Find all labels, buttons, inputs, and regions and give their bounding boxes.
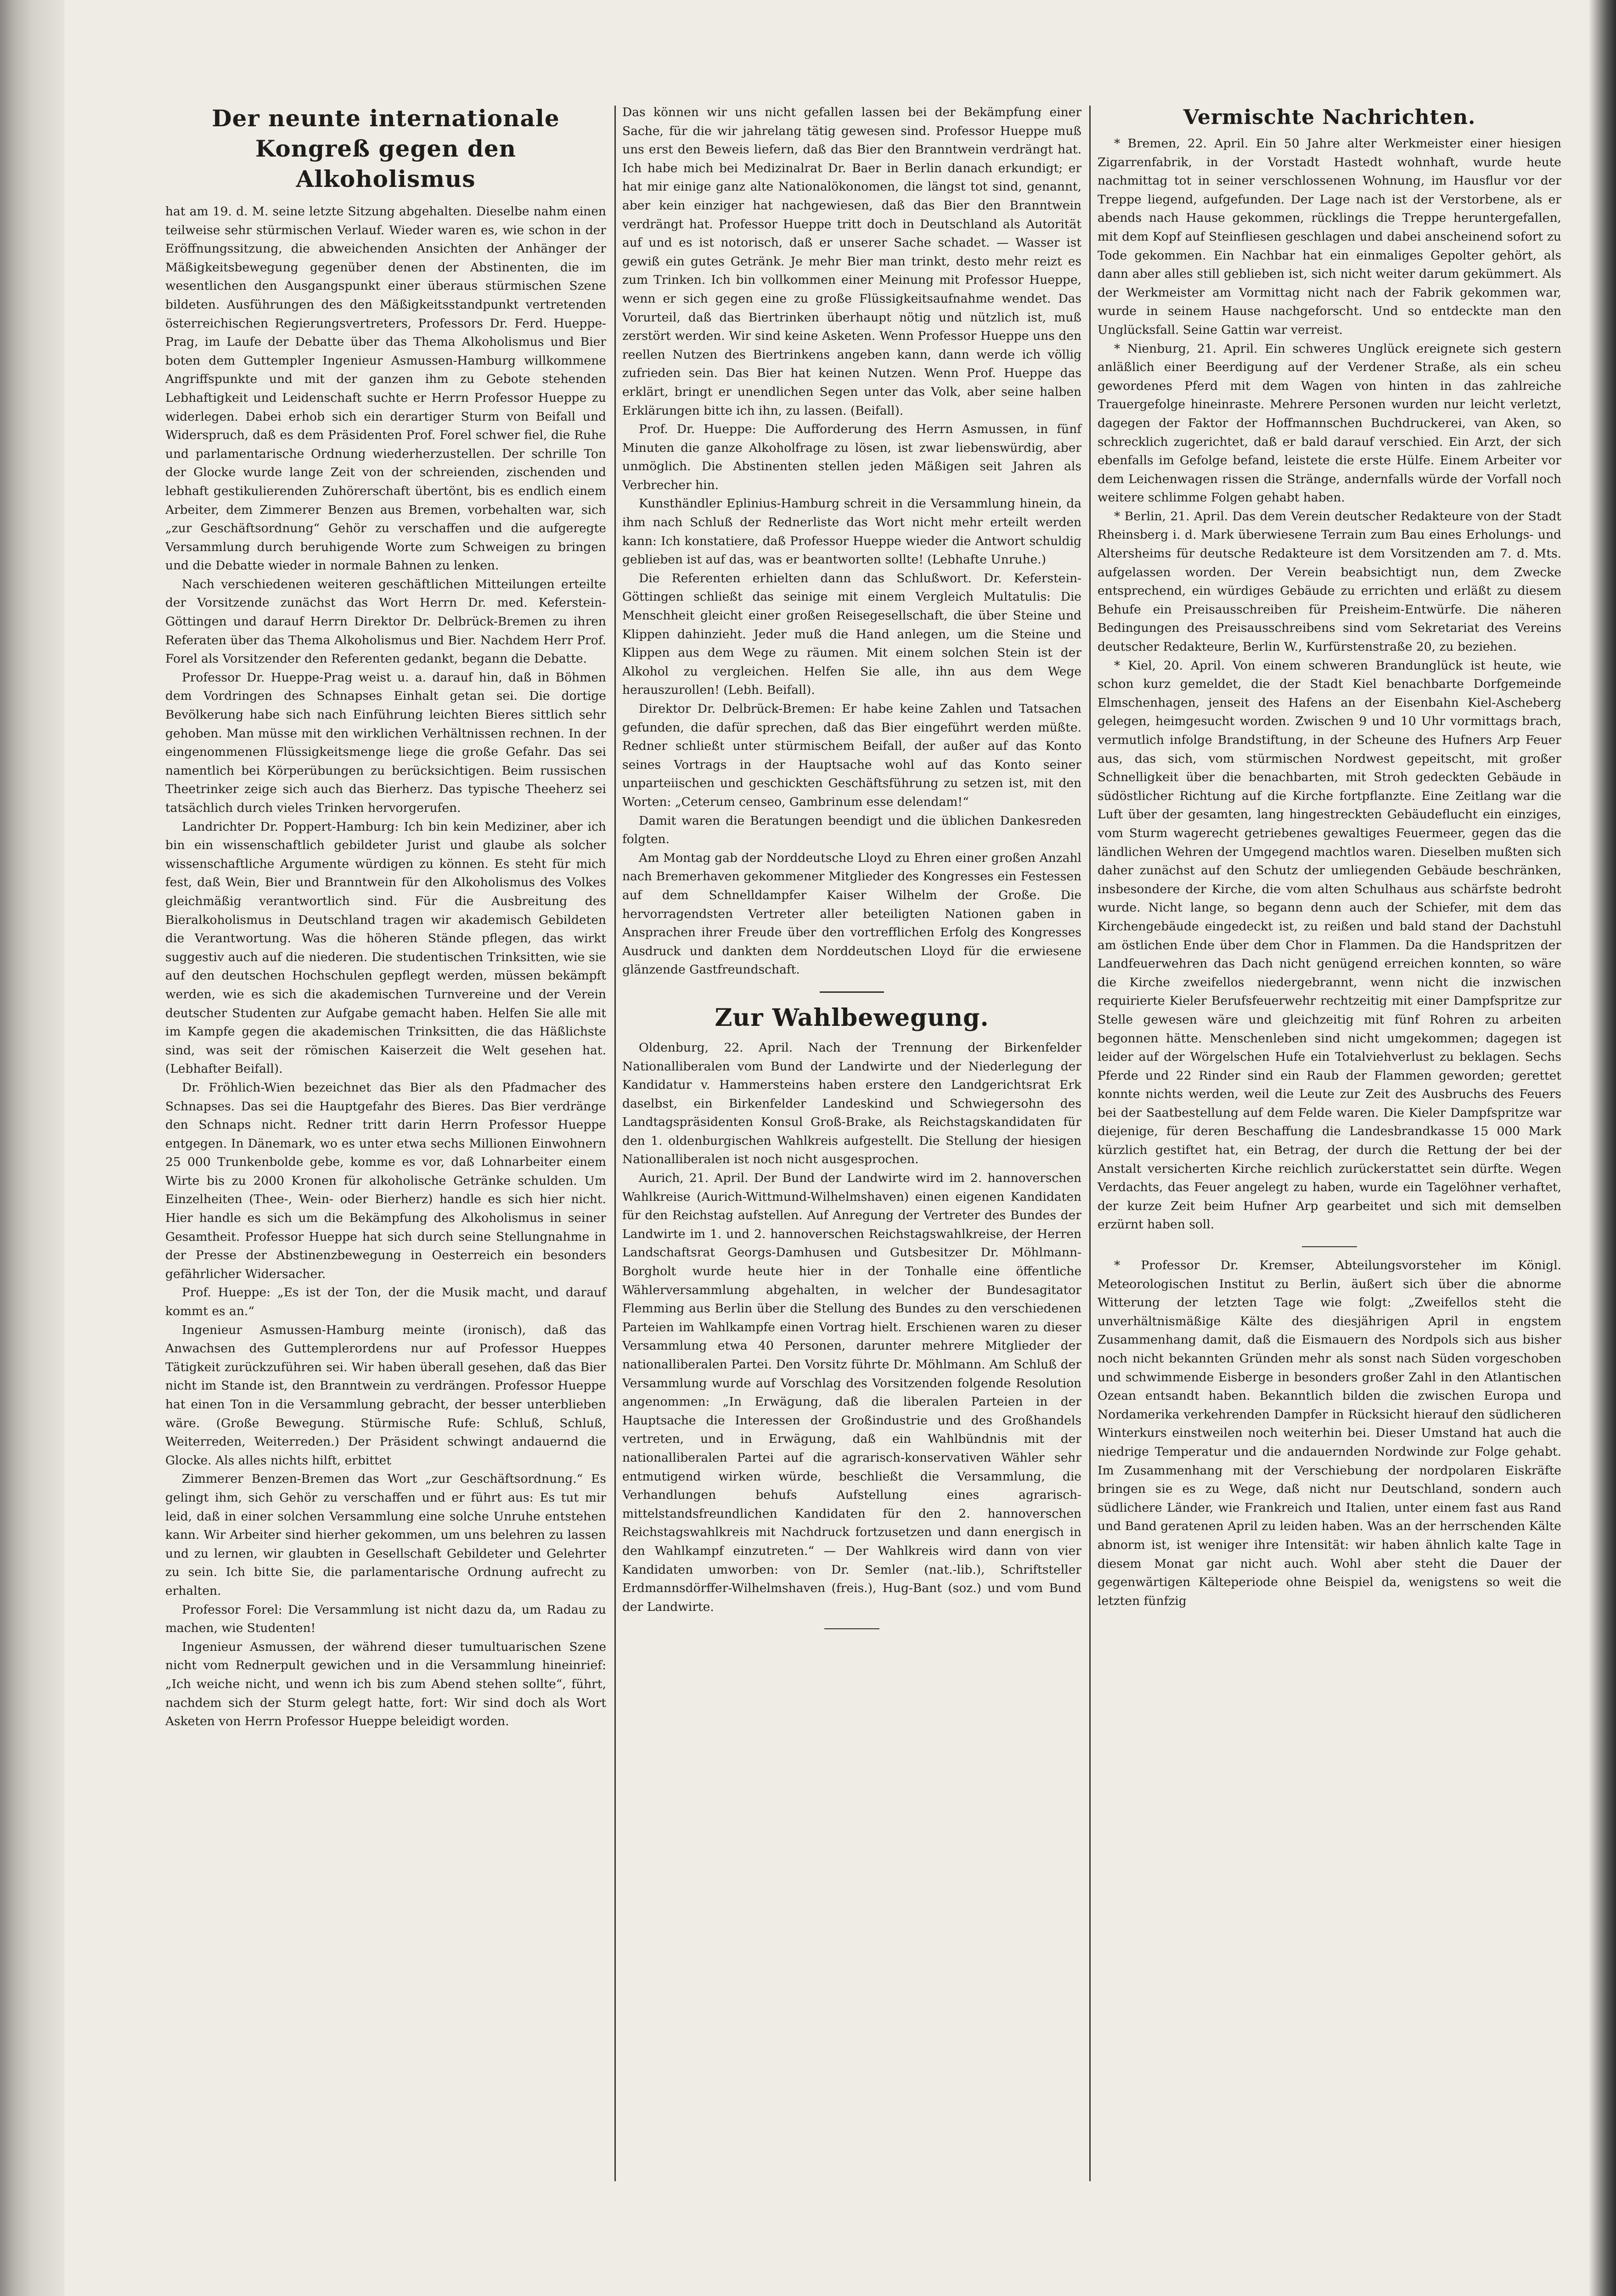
article-paragraph: Zimmerer Benzen-Bremen das Wort „zur Geschäftsordnung.“ Es gelingt ihm, sich Gehör zu verschaffen und er führt aus: Es tut mir leid, daß in einer solchen Versammlung eine solche Unruhe entstehen kann. Wir Arbeiter sind hierher gekommen, um uns belehren zu lassen und zu lernen, wir glaubten in Gesellschaft Gebildeter und Gelehrter zu sein. Ich bitte Sie, die parlamentarische Ordnung aufrecht zu erhalten.: [165, 1472, 606, 1598]
column-1: [165, 103, 606, 1731]
news-item: * Bremen, 22. April. Ein 50 Jahre alter Werkmeister einer hiesigen Zigarrenfabrik, in der Vorstadt Hastedt wohnhaft, wurde heute nachmittag tot in seiner verschlossenen Wohnung, im Hausflur vor der Treppe liegend, aufgefunden. Der Lage nach ist der Verstorbene, als er abends nach Hause gekommen, rücklings die Treppe heruntergefallen, mit dem Kopf auf Steinfliesen geschlagen und dabei anscheinend sofort zu Tode gekommen. Ein Nachbar hat ein einmaliges Gepolter gehört, als dann aber alles still geblieben ist, sich nicht weiter darum gekümmert. Als der Werkmeister am Vormittag nicht nach der Fabrik gekommen war, wurde in seinem Hause nachgeforscht. Und so entdeckte man den Unglücksfall. Seine Gattin war verreist.: [1098, 136, 1561, 337]
article-headline: Der neunte internationale Kongreß gegen den Alkoholismus: [212, 105, 560, 192]
section-divider: [820, 991, 884, 993]
section-headline: Vermischte Nachrichten.: [1183, 106, 1476, 129]
section-headline: Zur Wahlbewegung.: [715, 1003, 989, 1032]
page-binding-shadow: [0, 0, 64, 2296]
article-paragraph: Direktor Dr. Delbrück-Bremen: Er habe keine Zahlen und Tatsachen gefunden, die dafür sprechen, daß das Bier eingeführt werden müßte. Redner schließt unter stürmischem Beifall, der außer auf das Konto seines Vortrags in der Hauptsache wohl auf das Konto seiner unparteiischen und geschickten Geschäftsführung zu setzen ist, mit den Worten: „Ceterum censeo, Gambrinum esse delendam!“: [622, 702, 1081, 809]
article-paragraph: Prof. Dr. Hueppe: Die Aufforderung des Herrn Asmussen, in fünf Minuten die ganze Alkoholfrage zu lösen, ist zwar liebenswürdig, aber unmöglich. Die Abstinenten stellen jeden Mäßigen seit Jahren als Verbrecher hin.: [622, 422, 1081, 492]
article-paragraph: Die Referenten erhielten dann das Schlußwort. Dr. Keferstein-Göttingen schließt das seinige mit einem Vergleich Multatulis: Die Menschheit gleicht einer großen Reisegesellschaft, die über Steine und Klippen dahinzieht. Jeder muß die Hand anlegen, um die Steine und Klippen aus dem Wege zu räumen. Mit einem solchen Stein ist der Alkohol zu vergleichen. Helfen Sie alle, ihn aus dem Wege herauszurollen! (Lebh. Beifall).: [622, 571, 1081, 698]
news-item: * Professor Dr. Kremser, Abteilungsvorsteher im Königl. Meteorologischen Institut zu Berlin, äußert sich über die abnorme Witterung der letzten Tage wie folgt: „Zweifellos steht die unverhältnismäßige Kälte des diesjährigen April in engstem Zusammenhang damit, daß die Eismauern des Nordpols sich aus bisher noch nicht bekannten Gründen mehr als sonst nach Süden vorgeschoben und schwimmende Eisberge in besonders großer Zahl in den Atlantischen Ozean entsandt haben. Bekanntlich bilden die zwischen Europa und Nordamerika verkehrenden Dampfer in Rücksicht hierauf den südlicheren Winterkurs einstweilen noch weiterhin bei. Dieser Umstand hat auch die niedrige Temperatur und die andauernden Nordwinde zur Folge gehabt. Im Zusammenhang mit der Verschiebung der nordpolaren Eiskräfte bringen sie es zu Wege, daß nicht nur Deutschland, sondern auch südlichere Länder, wie Frankreich und Italien, unter einem fast aus Rand und Band geratenen April zu leiden haben. Was an der herrschenden Kälte abnorm ist, ist weniger ihre Intensität: wir haben ähnlich kalte Tage in diesem Monat gar nicht auch. Wohl aber steht die Dauer der gegenwärtigen Kälteperiode ohne Beispiel da, wenigstens so weit die letzten fünfzig: [1098, 1258, 1561, 1608]
article-paragraph: Professor Dr. Hueppe-Prag weist u. a. darauf hin, daß in Böhmen dem Vordringen des Schnapses Einhalt getan sei. Die dortige Bevölkerung habe sich nach Einführung leichten Bieres sittlich sehr gehoben. Man müsse mit den wirklichen Verhältnissen rechnen. In der eingenommenen Flüssigkeitsmenge liege die große Gefahr. Das sei namentlich bei Körperübungen zu berücksichtigen. Beim russischen Theetrinker zeige sich auch das Bierherz. Das typische Theeherz sei tatsächlich durch vieles Trinken hervorgerufen.: [165, 670, 606, 815]
section-divider: [1302, 1246, 1357, 1247]
article-paragraph: Kunsthändler Eplinius-Hamburg schreit in die Versammlung hinein, da ihm nach Schluß der Rednerliste das Wort nicht mehr erteilt werden kann: Ich konstatiere, daß Professor Hueppe wieder die Antwort schuldig geblieben ist auf das, was er beantworten sollte! (Lebhafte Unruhe.): [622, 496, 1081, 567]
news-item: * Nienburg, 21. April. Ein schweres Unglück ereignete sich gestern anläßlich einer Beerdigung auf der Verdener Straße, als ein scheu gewordenes Pferd mit dem Wagen von hinten in das zahlreiche Trauergefolge hineinraste. Mehrere Personen wurden nur leicht verletzt, dagegen der Faktor der Hoffmannschen Buchdruckerei, van Aken, so schrecklich zugerichtet, daß er bald darauf verschied. Ein Arzt, der sich ebenfalls im Gefolge befand, leistete die erste Hülfe. Einem Arbeiter vor dem Leichenwagen rissen die Stränge, andernfalls würde der Vorfall noch weitere schlimme Folgen gehabt haben.: [1098, 341, 1561, 505]
section-divider: [824, 1628, 879, 1629]
column-divider: [1089, 106, 1091, 2181]
article-paragraph: Landrichter Dr. Poppert-Hamburg: Ich bin kein Mediziner, aber ich bin ein wissenschaftlich gebildeter Jurist und glaube als solcher wissenschaftliche Argumente würdigen zu können. Es steht für mich fest, daß Wein, Bier und Branntwein für den Alkoholismus des Volkes gleichmäßig verantwortlich sind. Für die Ausbreitung des Bieralkoholismus in Deutschland tragen wir akademisch Gebildeten die Verantwortung. Was die höheren Stände pflegen, das wirkt suggestiv auch auf die niederen. Die studentischen Trinksitten, wie sie auf den deutschen Hochschulen gepflegt werden, müssen bekämpft werden, wie es sich die akademischen Turnvereine und der Verein deutscher Studenten zur Aufgabe gemacht haben. Helfen Sie alle mit im Kampfe gegen die akademischen Trinksitten, die das Häßlichste sind, was seit der römischen Kaiserzeit die Welt gesehen hat. (Lebhafter Beifall).: [165, 819, 606, 1076]
article-paragraph: hat am 19. d. M. seine letzte Sitzung abgehalten. Dieselbe nahm einen teilweise sehr stürmischen Verlauf. Wieder waren es, wie schon in der Eröffnungssitzung, die abweichenden Ansichten der Anhänger der Mäßigkeitsbewegung gegenüber denen der Abstinenten, die im wesentlichen den Ausgangspunkt einer überaus stürmischen Szene bildeten. Ausführungen des den Mäßigkeitsstandpunkt vertretenden österreichischen Regierungsvertreters, Professors Dr. Ferd. Hueppe-Prag, im Laufe der Debatte über das Thema Alkoholismus und Bier boten dem Guttempler Ingenieur Asmussen-Hamburg willkommene Angriffspunkte und mit der ganzen ihm zu Gebote stehenden Lebhaftigkeit und Leidenschaft suchte er Herrn Professor Hueppe zu widerlegen. Dabei erhob sich ein derartiger Sturm von Beifall und Widerspruch, daß es dem Präsidenten Prof. Forel schwer fiel, die Ruhe und parlamentarische Ordnung wiederherzustellen. Der schrille Ton der Glocke wurde lange Zeit von der schreienden, zischenden und lebhaft gestikulierenden Zuhörerschaft übertönt, bis es endlich einem Arbeiter, dem Zimmerer Benzen aus Bremen, vorbehalten war, sich „zur Geschäftsordnung“ Gehör zu verschaffen und die aufgeregte Versammlung durch beruhigende Worte zum Schweigen zu bringen und die Debatte wieder in normale Bahnen zu lenken.: [165, 204, 606, 573]
news-item: * Kiel, 20. April. Von einem schweren Brandunglück ist heute, wie schon kurz gemeldet, die der Stadt Kiel benachbarte Dorfgemeinde Elmschenhagen, jenseit des Hafens an der Eisenbahn Kiel-Ascheberg gelegen, heimgesucht worden. Zwischen 9 und 10 Uhr vormittags brach, vermutlich infolge Brandstiftung, in der Scheune des Hufners Arp Feuer aus, das sich, vom stürmischen Nordwest gepeitscht, mit großer Schnelligkeit über die benachbarten, mit Stroh gedeckten Gebäude in südöstlicher Richtung auf die Kirche fortpflanzte. Eine Zeitlang war die Luft über der gesamten, lang hingestreckten Gebäudeflucht ein einziges, vom Sturm wagerecht getriebenes gewaltiges Feuermeer, gegen das die ländlichen Wehren der Umgegend machtlos waren. Dieselben mußten sich daher zunächst auf den Schutz der umliegenden Gebäude beschränken, insbesondere der Kirche, die vom alten Schulhaus aus schärfste bedroht wurde. Nicht lange, so begann denn auch der Schiefer, mit dem das Kirchengebäude eingedeckt ist, zu reißen und bald stand der Dachstuhl am östlichen Ende über dem Chor in Flammen. Da die Handspritzen der Landfeuerwehren das Dach nicht genügend erreichen konnten, so wäre die Kirche zweifellos niedergebrannt, wenn nicht die inzwischen requirierte Kieler Berufsfeuerwehr rechtzeitig mit einer Dampfspritze zur Stelle gewesen wäre und gleichzeitig mit fünf Rohren zu arbeiten begonnen hätte. Menschenleben sind nicht umgekommen; dagegen ist leider auf der Wörgelschen Hufe ein Totalviehverlust zu beklagen. Sechs Pferde und 22 Rinder sind ein Raub der Flammen geworden; gerettet konnte nichts werden, weil die Leute zur Zeit des Ausbruchs des Feuers bei der Saatbestellung auf dem Felde waren. Die Kieler Dampfspritze war diejenige, für deren Beschaffung die Landesbrandkasse 15 000 Mark kürzlich gestiftet hat, ein Betrag, der durch die Rettung der bei der Anstalt versicherten Kirche reichlich zurückerstattet sein dürfte. Wegen Verdachts, das Feuer angelegt zu haben, wurde ein Tagelöhner verhaftet, der kurze Zeit beim Hufner Arp gearbeitet und sich mit demselben erzürnt haben soll.: [1098, 658, 1561, 1232]
page-edge-shadow: [1588, 0, 1616, 2296]
column-2: [622, 103, 1081, 1638]
news-item: Aurich, 21. April. Der Bund der Landwirte wird im 2. hannoverschen Wahlkreise (Aurich-Wittmund-Wilhelmshaven) einen eigenen Kandidaten für den Reichstag aufstellen. Auf Anregung der Vertreter des Bundes der Landwirte im 1. und 2. hannoverschen Reichstagswahlkreise, der Herren Landschaftsrat Georgs-Damhusen und Gutsbesitzer Dr. Möhlmann-Borgholt wurde heute hier in der Tonhalle eine öffentliche Wählerversammlung abgehalten, in welcher der Bundesagitator Flemming aus Berlin über die Stellung des Bundes zu den verschiedenen Parteien im Wahlkampfe einen Vortrag hielt. Erschienen waren zu dieser Versammlung etwa 40 Personen, darunter mehrere Mitglieder der nationalliberalen Partei. Den Vorsitz führte Dr. Möhlmann. Am Schluß der Versammlung wurde auf Vorschlag des Vorsitzenden folgende Resolution angenommen: „In Erwägung, daß die liberalen Parteien in der Hauptsache die Interessen der Großindustrie und des Großhandels vertreten, und in Erwägung, daß ein Wahlbündnis mit der nationalliberalen Partei auf die agrarisch-konservativen Wähler sehr entmutigend wirken würde, beschließt die Versammlung, die Verhandlungen behufs Aufstellung eines agrarisch-mittelstandsfreundlichen Kandidaten für den 2. hannoverschen Reichstagswahlkreis mit Nachdruck fortzusetzen und dann energisch in den Wahlkampf einzutreten.“ — Der Wahlkreis wird dann von vier Kandidaten umworben: von Dr. Semler (nat.-lib.), Schriftsteller Erdmannsdörffer-Wilhelmshaven (freis.), Hug-Bant (soz.) und vom Bund der Landwirte.: [622, 1171, 1081, 1614]
column-divider: [614, 106, 616, 2181]
article-paragraph: Das können wir uns nicht gefallen lassen bei der Bekämpfung einer Sache, für die wir jahrelang tätig gewesen sind. Professor Hueppe muß uns erst den Beweis liefern, daß das Bier den Branntwein verdrängt hat. Ich habe mich bei Medizinalrat Dr. Baer in Berlin danach erkundigt; er hat mir einige ganz alte Nationalökonomen, die längst tot sind, genannt, aber kein einziger hat nachgewiesen, daß das Bier den Branntwein verdrängt hat. Professor Hueppe tritt doch in Deutschland als Autorität auf und es ist notorisch, daß er unserer Sache schadet. — Wasser ist gewiß ein gutes Getränk. Je mehr Bier man trinkt, desto mehr reizt es zum Trinken. Ich bin vollkommen einer Meinung mit Professor Hueppe, wenn er sich gegen eine zu große Flüssigkeitsaufnahme wendet. Das Vorurteil, daß das Biertrinken überhaupt nötig und nützlich ist, muß zerstört werden. Wir sind keine Asketen. Wenn Professor Hueppe uns den reellen Nutzen des Biertrinkens angeben kann, dann werde ich völlig zufrieden sein. Das Bier hat keinen Nutzen. Wenn Prof. Hueppe das erklärt, bringt er unendlichen Segen unter das Volk, aber seine halben Erklärungen bitte ich ihn, zu lassen. (Beifall).: [622, 105, 1081, 418]
column-3: [1098, 103, 1561, 1610]
article-paragraph: Ingenieur Asmussen, der während dieser tumultuarischen Szene nicht vom Rednerpult gewichen und in die Versammlung hineinrief: „Ich weiche nicht, und wenn ich bis zum Abend stehen sollte“, führt, nachdem sich der Sturm gelegt hatte, fort: Wir sind doch als Wort Asketen von Herrn Professor Hueppe beleidigt worden.: [165, 1639, 606, 1729]
article-paragraph: Prof. Hueppe: „Es ist der Ton, der die Musik macht, und darauf kommt es an.“: [165, 1285, 606, 1319]
article-paragraph: Dr. Fröhlich-Wien bezeichnet das Bier als den Pfadmacher des Schnapses. Das sei die Hauptgefahr des Bieres. Das Bier verdränge den Schnaps nicht. Redner tritt darin Herrn Professor Hueppe entgegen. In Dänemark, wo es unter etwa sechs Millionen Einwohnern 25 000 Trunkenbolde gebe, komme es vor, daß Lohnarbeiter einem Wirte bis zu 2000 Kronen für alkoholische Getränke schulden. Um Einzelheiten (Thee-, Wein- oder Bierherz) handle es sich hier nicht. Hier handle es sich um die Bekämpfung des Alkoholismus in seiner Gesamtheit. Professor Hueppe hat sich durch seine Stellungnahme in der Presse der Abstinenzbewegung in Oesterreich ein besonders gefährlicher Widersacher.: [165, 1080, 606, 1281]
article-paragraph: Am Montag gab der Norddeutsche Lloyd zu Ehren einer großen Anzahl nach Bremerhaven gekommener Mitglieder des Kongresses ein Festessen auf dem Schnelldampfer Kaiser Wilhelm der Große. Die hervorragendsten Vertreter aller beteiligten Nationen gaben in Ansprachen ihrer Freude über den vortrefflichen Erfolg des Kongresses Ausdruck und dankten dem Norddeutschen Lloyd für die erwiesene glänzende Gastfreundschaft.: [622, 850, 1081, 977]
news-item: Oldenburg, 22. April. Nach der Trennung der Birkenfelder Nationalliberalen vom Bund der Landwirte und der Niederlegung der Kandidatur v. Hammersteins haben erstere den Landgerichtsrat Erk daselbst, ein Birkenfelder Landeskind und Schwiegersohn des Landtagspräsidenten Konsul Groß-Brake, als Reichstagskandidaten für den 1. oldenburgischen Wahlkreis aufgestellt. Die Stellung der hiesigen Nationalliberalen ist noch nicht ausgesprochen.: [622, 1040, 1081, 1167]
news-item: * Berlin, 21. April. Das dem Verein deutscher Redakteure von der Stadt Rheinsberg i. d. Mark überwiesene Terrain zum Bau eines Erholungs- und Altersheims für deutsche Redakteure ist dem Vorsitzenden am 7. d. Mts. aufgelassen worden. Der Verein beabsichtigt nun, dem Zwecke entsprechend, ein würdiges Gebäude zu errichten und erläßt zu diesem Behufe ein Preisausschreiben für Preisheim-Entwürfe. Die näheren Bedingungen des Preisausschreibens sind vom Sekretariat des Vereins deutscher Redakteure, Berlin W., Kurfürstenstraße 20, zu beziehen.: [1098, 509, 1561, 654]
article-paragraph: Nach verschiedenen weiteren geschäftlichen Mitteilungen erteilte der Vorsitzende zunächst das Wort Herrn Dr. med. Keferstein-Göttingen und darauf Herrn Direktor Dr. Delbrück-Bremen zu ihren Referaten über das Thema Alkoholismus und Bier. Nachdem Herr Prof. Forel als Vorsitzender den Referenten gedankt, begann die Debatte.: [165, 577, 606, 666]
article-paragraph: Damit waren die Beratungen beendigt und die üblichen Dankesreden folgten.: [622, 813, 1081, 847]
article-paragraph: Professor Forel: Die Versammlung ist nicht dazu da, um Radau zu machen, wie Studenten!: [165, 1602, 606, 1636]
article-paragraph: Ingenieur Asmussen-Hamburg meinte (ironisch), daß das Anwachsen des Guttemplerordens nur auf Professor Hueppes Tätigkeit zurückzuführen sei. Wir haben überall gesehen, daß das Bier nicht im Stande ist, den Branntwein zu verdrängen. Professor Hueppe hat einen Ton in die Versammlung gebracht, der besser unterblieben wäre. (Große Bewegung. Stürmische Rufe: Schluß, Schluß, Weiterreden, Weiterreden.) Der Präsident schwingt andauernd die Glocke. Als alles nichts hilft, erbittet: [165, 1322, 606, 1468]
